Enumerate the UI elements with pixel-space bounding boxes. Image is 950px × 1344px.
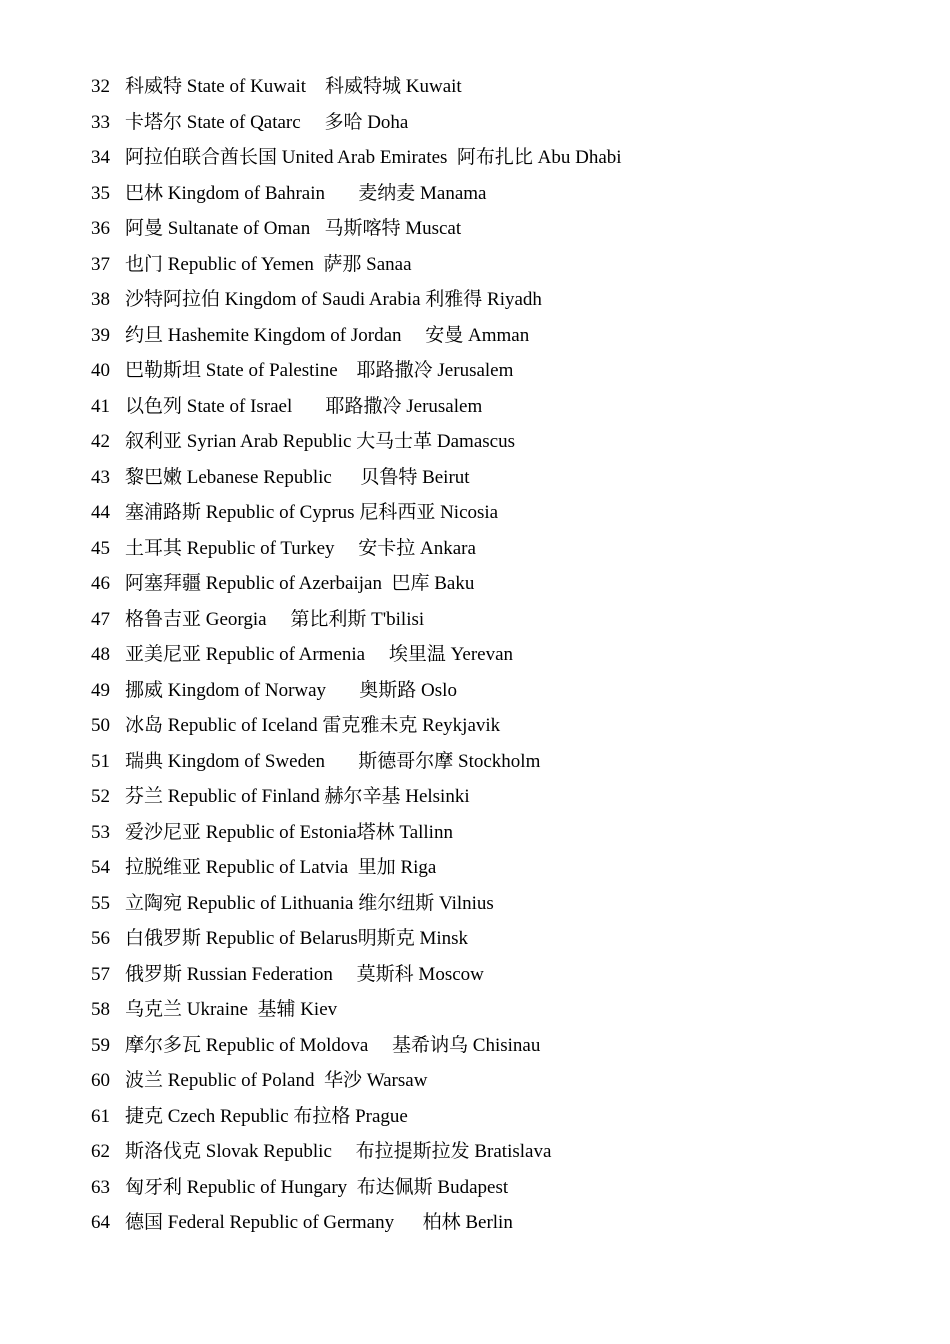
list-item <box>91 69 911 105</box>
entry-number: 57 <box>91 963 110 985</box>
entry-text: 摩尔多瓦 Republic of Moldova 基希讷乌 Chisinau <box>125 1034 541 1056</box>
entry-text: 阿拉伯联合酋长国 United Arab Emirates 阿布扎比 Abu Dhabi <box>125 147 622 168</box>
entry-number: 58 <box>91 999 110 1020</box>
list-item <box>91 886 911 922</box>
entry-text: 拉脱维亚 Republic of Latvia 里加 Riga <box>125 857 437 878</box>
entry-number: 33 <box>91 111 110 133</box>
entry-text: 波兰 Republic of Poland 华沙 Warsaw <box>125 1070 428 1091</box>
country-capital-list <box>91 69 911 1241</box>
list-item <box>91 318 911 354</box>
entry-text: 以色列 State of Israel 耶路撒冷 Jerusalem <box>125 395 483 417</box>
entry-number: 61 <box>91 1105 110 1127</box>
entry-number: 41 <box>91 395 110 417</box>
entry-text: 亚美尼亚 Republic of Armenia 埃里温 Yerevan <box>125 644 514 665</box>
entry-text: 叙利亚 Syrian Arab Republic 大马士革 Damascus <box>125 431 515 452</box>
entry-number: 46 <box>91 573 110 594</box>
list-item <box>91 211 911 247</box>
entry-number: 40 <box>91 360 110 381</box>
entry-text: 立陶宛 Republic of Lithuania 维尔纽斯 Vilnius <box>125 892 494 914</box>
list-item <box>91 637 911 673</box>
entry-text: 卡塔尔 State of Qatarc 多哈 Doha <box>125 111 409 133</box>
entry-text: 黎巴嫩 Lebanese Republic 贝鲁特 Beirut <box>125 466 470 488</box>
list-item <box>91 779 911 815</box>
list-item <box>91 815 911 851</box>
entry-text: 阿曼 Sultanate of Oman 马斯喀特 Muscat <box>125 218 462 239</box>
list-item <box>91 105 911 141</box>
list-item <box>91 176 911 212</box>
entry-text: 捷克 Czech Republic 布拉格 Prague <box>125 1105 408 1127</box>
entry-number: 44 <box>91 502 110 523</box>
entry-number: 62 <box>91 1141 110 1162</box>
list-item <box>91 1170 911 1206</box>
entry-number: 49 <box>91 679 110 701</box>
list-item <box>91 921 911 957</box>
entry-text: 科威特 State of Kuwait 科威特城 Kuwait <box>125 76 462 97</box>
list-item <box>91 531 911 567</box>
entry-text: 德国 Federal Republic of Germany 柏林 Berlin <box>125 1212 513 1233</box>
list-item <box>91 708 911 744</box>
entry-number: 34 <box>91 147 110 168</box>
entry-text: 斯洛伐克 Slovak Republic 布拉提斯拉发 Bratislava <box>125 1141 552 1162</box>
entry-number: 54 <box>91 857 110 878</box>
entry-number: 53 <box>91 821 110 843</box>
list-item <box>91 282 911 318</box>
entry-text: 巴林 Kingdom of Bahrain 麦纳麦 Manama <box>125 182 487 204</box>
list-item <box>91 1063 911 1099</box>
list-item <box>91 1134 911 1170</box>
entry-text: 乌克兰 Ukraine 基辅 Kiev <box>125 999 338 1020</box>
entry-number: 36 <box>91 218 110 239</box>
list-item <box>91 353 911 389</box>
entry-number: 52 <box>91 786 110 807</box>
entry-number: 38 <box>91 289 110 310</box>
list-item <box>91 602 911 638</box>
entry-text: 挪威 Kingdom of Norway 奥斯路 Oslo <box>125 679 457 701</box>
list-item <box>91 957 911 993</box>
list-item <box>91 495 911 531</box>
entry-number: 32 <box>91 76 110 97</box>
entry-number: 63 <box>91 1176 110 1198</box>
entry-text: 匈牙利 Republic of Hungary 布达佩斯 Budapest <box>125 1176 509 1198</box>
list-item <box>91 992 911 1028</box>
entry-text: 也门 Republic of Yemen 萨那 Sanaa <box>125 253 412 275</box>
entry-number: 64 <box>91 1212 110 1233</box>
entry-number: 45 <box>91 537 110 559</box>
entry-number: 47 <box>91 608 110 630</box>
entry-number: 50 <box>91 715 110 736</box>
list-item <box>91 389 911 425</box>
entry-number: 39 <box>91 324 110 346</box>
entry-text: 土耳其 Republic of Turkey 安卡拉 Ankara <box>125 537 476 559</box>
entry-text: 芬兰 Republic of Finland 赫尔辛基 Helsinki <box>125 786 470 807</box>
list-item <box>91 460 911 496</box>
entry-text: 巴勒斯坦 State of Palestine 耶路撒冷 Jerusalem <box>125 360 514 381</box>
entry-text: 格鲁吉亚 Georgia 第比利斯 T'bilisi <box>125 608 425 630</box>
entry-number: 35 <box>91 182 110 204</box>
entry-text: 俄罗斯 Russian Federation 莫斯科 Moscow <box>125 963 484 985</box>
entry-number: 55 <box>91 892 110 914</box>
list-item <box>91 566 911 602</box>
entry-number: 60 <box>91 1070 110 1091</box>
entry-number: 59 <box>91 1034 110 1056</box>
list-item <box>91 1028 911 1064</box>
list-item <box>91 744 911 780</box>
entry-text: 沙特阿拉伯 Kingdom of Saudi Arabia 利雅得 Riyadh <box>125 289 542 310</box>
list-item <box>91 1099 911 1135</box>
entry-number: 56 <box>91 928 110 949</box>
list-item <box>91 850 911 886</box>
entry-text: 约旦 Hashemite Kingdom of Jordan 安曼 Amman <box>125 324 530 346</box>
entry-text: 塞浦路斯 Republic of Cyprus 尼科西亚 Nicosia <box>125 502 499 523</box>
entry-text: 瑞典 Kingdom of Sweden 斯德哥尔摩 Stockholm <box>125 750 541 772</box>
list-item <box>91 140 911 176</box>
entry-number: 42 <box>91 431 110 452</box>
entry-text: 白俄罗斯 Republic of Belarus明斯克 Minsk <box>125 928 469 949</box>
list-item <box>91 247 911 283</box>
entry-number: 51 <box>91 750 110 772</box>
list-item <box>91 424 911 460</box>
entry-number: 48 <box>91 644 110 665</box>
entry-number: 37 <box>91 253 110 275</box>
entry-text: 阿塞拜疆 Republic of Azerbaijan 巴库 Baku <box>125 573 475 594</box>
entry-text: 爱沙尼亚 Republic of Estonia塔林 Tallinn <box>125 821 453 843</box>
entry-number: 43 <box>91 466 110 488</box>
list-item <box>91 1205 911 1241</box>
entry-text: 冰岛 Republic of Iceland 雷克雅未克 Reykjavik <box>125 715 501 736</box>
list-item <box>91 673 911 709</box>
